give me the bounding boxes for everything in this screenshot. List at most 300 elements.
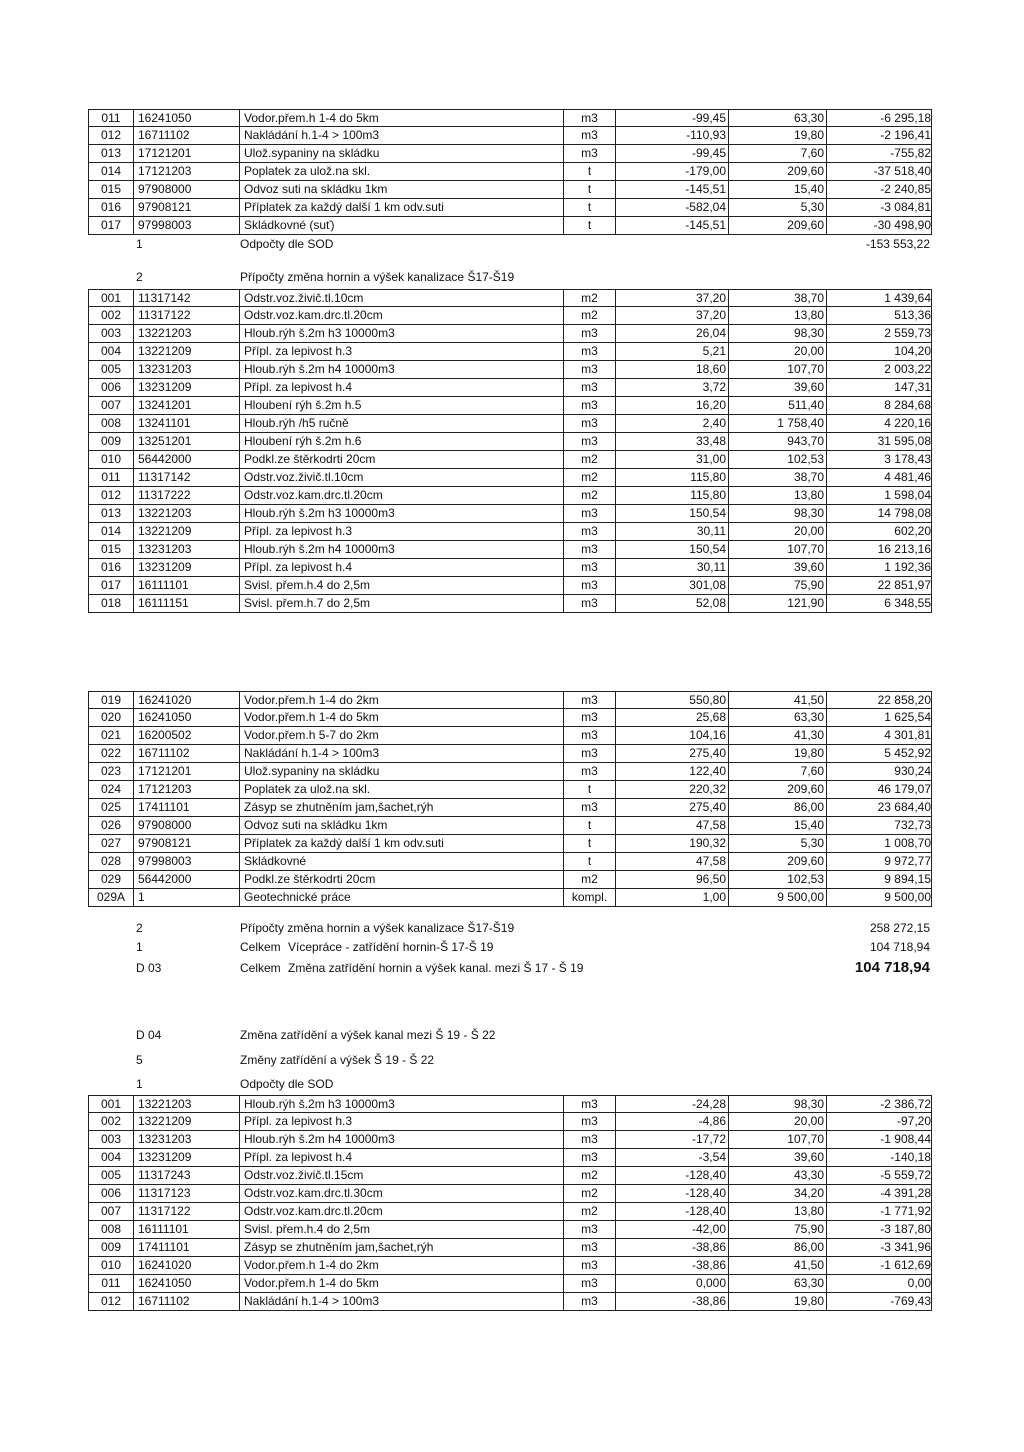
item-unit: m3 bbox=[564, 541, 616, 558]
table-row bbox=[88, 289, 932, 307]
item-unit-price: 1 758,40 bbox=[729, 415, 827, 432]
item-unit-price: 943,70 bbox=[729, 433, 827, 450]
item-number: 004 bbox=[89, 1149, 134, 1166]
item-number: 011 bbox=[89, 110, 134, 127]
item-unit-price: 13,80 bbox=[729, 307, 827, 324]
item-total: -4 391,28 bbox=[880, 1186, 931, 1200]
item-total: -2 240,85 bbox=[880, 182, 931, 196]
item-quantity: -128,40 bbox=[616, 1167, 729, 1184]
item-description: Odstr.voz.kam.drc.tl.30cm bbox=[240, 1185, 564, 1202]
item-unit: m3 bbox=[564, 343, 616, 360]
item-quantity: 550,80 bbox=[616, 692, 729, 709]
table-row bbox=[88, 397, 932, 415]
item-quantity: -179,00 bbox=[616, 163, 729, 180]
item-description: Vodor.přem.h 1-4 do 5km bbox=[240, 709, 564, 726]
item-quantity: -99,45 bbox=[616, 110, 729, 127]
total-num: D 03 bbox=[136, 961, 162, 975]
item-unit-price: 86,00 bbox=[729, 1239, 827, 1256]
item-quantity: 37,20 bbox=[616, 290, 729, 307]
section-label: Přípočty změna hornin a výšek kanalizace Š17-Š19 bbox=[240, 270, 515, 284]
item-description: Skládkovné (suť) bbox=[240, 217, 564, 234]
item-total: -37 518,40 bbox=[873, 164, 931, 178]
item-quantity: 47,58 bbox=[616, 817, 729, 834]
item-number: 010 bbox=[89, 451, 134, 468]
item-code: 97908000 bbox=[134, 817, 240, 834]
item-quantity: 2,40 bbox=[616, 415, 729, 432]
total-word: Celkem bbox=[240, 961, 281, 975]
item-total: 4 220,16 bbox=[884, 416, 931, 430]
total-row-d03 bbox=[88, 959, 932, 977]
item-code: 11317122 bbox=[134, 307, 240, 324]
item-quantity: 301,08 bbox=[616, 577, 729, 594]
item-description: Odstr.voz.kam.drc.tl.20cm bbox=[240, 487, 564, 504]
item-quantity: -128,40 bbox=[616, 1185, 729, 1202]
item-description: Poplatek za ulož.na skl. bbox=[240, 163, 564, 180]
item-quantity: 33,48 bbox=[616, 433, 729, 450]
item-description: Vodor.přem.h 1-4 do 2km bbox=[240, 1257, 564, 1274]
item-quantity: 115,80 bbox=[616, 469, 729, 486]
item-unit-price: 107,70 bbox=[729, 541, 827, 558]
item-unit: m3 bbox=[564, 727, 616, 744]
item-total: -769,43 bbox=[890, 1294, 931, 1308]
item-quantity: -4,86 bbox=[616, 1113, 729, 1130]
item-number: 012 bbox=[89, 487, 134, 504]
table-row bbox=[88, 199, 932, 217]
table-row bbox=[88, 1185, 932, 1203]
item-unit-price: 13,80 bbox=[729, 1203, 827, 1220]
item-description: Odvoz suti na skládku 1km bbox=[240, 181, 564, 198]
item-description: Odstr.voz.živič.tl.10cm bbox=[240, 290, 564, 307]
item-unit-price: 38,70 bbox=[729, 469, 827, 486]
item-number: 025 bbox=[89, 799, 134, 816]
item-description: Zásyp se zhutněním jam,šachet,rýh bbox=[240, 1239, 564, 1256]
item-unit: t bbox=[564, 817, 616, 834]
item-unit-price: 63,30 bbox=[729, 709, 827, 726]
item-number: 007 bbox=[89, 397, 134, 414]
item-unit: m3 bbox=[564, 595, 616, 612]
item-unit-price: 75,90 bbox=[729, 577, 827, 594]
item-number: 005 bbox=[89, 1167, 134, 1184]
table-row bbox=[88, 1203, 932, 1221]
item-unit: m3 bbox=[564, 763, 616, 780]
item-number: 003 bbox=[89, 1131, 134, 1148]
item-number: 018 bbox=[89, 595, 134, 612]
item-code: 13221209 bbox=[134, 343, 240, 360]
item-total: 147,31 bbox=[894, 380, 931, 394]
item-description: Přípl. za lepivost h.3 bbox=[240, 1113, 564, 1130]
item-unit-price: 98,30 bbox=[729, 505, 827, 522]
item-unit: m3 bbox=[564, 1221, 616, 1238]
item-description: Poplatek za ulož.na skl. bbox=[240, 781, 564, 798]
item-unit: m3 bbox=[564, 1096, 616, 1113]
item-number: 012 bbox=[89, 127, 134, 144]
item-number: 020 bbox=[89, 709, 134, 726]
item-code: 13231203 bbox=[134, 361, 240, 378]
item-code: 16711102 bbox=[134, 127, 240, 144]
item-unit-price: 121,90 bbox=[729, 595, 827, 612]
table-row bbox=[88, 505, 932, 523]
item-code: 97908000 bbox=[134, 181, 240, 198]
item-total: -97,20 bbox=[896, 1114, 931, 1128]
item-description: Přípl. za lepivost h.3 bbox=[240, 343, 564, 360]
item-description: Přípl. za lepivost h.4 bbox=[240, 379, 564, 396]
item-code: 97998003 bbox=[134, 217, 240, 234]
item-quantity: 30,11 bbox=[616, 523, 729, 540]
item-number: 029A bbox=[89, 889, 134, 906]
item-code: 16711102 bbox=[134, 1293, 240, 1310]
item-quantity: -145,51 bbox=[616, 217, 729, 234]
item-unit-price: 98,30 bbox=[729, 325, 827, 342]
item-number: 006 bbox=[89, 379, 134, 396]
item-total: 1 008,70 bbox=[884, 836, 931, 850]
item-number: 013 bbox=[89, 505, 134, 522]
item-unit: m2 bbox=[564, 290, 616, 307]
item-total: 31 595,08 bbox=[877, 434, 931, 448]
table-row bbox=[88, 163, 932, 181]
item-code: 13231203 bbox=[134, 541, 240, 558]
item-description: Vodor.přem.h 1-4 do 2km bbox=[240, 692, 564, 709]
item-code: 13231209 bbox=[134, 559, 240, 576]
item-description: Hloub.rýh š.2m h4 10000m3 bbox=[240, 541, 564, 558]
sum-word: Celkem bbox=[240, 940, 281, 954]
item-unit-price: 102,53 bbox=[729, 871, 827, 888]
item-total: 22 858,20 bbox=[877, 693, 931, 707]
table-row bbox=[88, 577, 932, 595]
item-number: 027 bbox=[89, 835, 134, 852]
grand-total-value: 104 718,94 bbox=[854, 959, 930, 976]
item-total: 9 894,15 bbox=[884, 872, 931, 886]
item-total: 2 003,22 bbox=[884, 362, 931, 376]
item-description: Odstr.voz.živič.tl.10cm bbox=[240, 469, 564, 486]
item-number: 029 bbox=[89, 871, 134, 888]
item-total: -3 187,80 bbox=[880, 1222, 931, 1236]
table-row bbox=[88, 1293, 932, 1311]
item-code: 97998003 bbox=[134, 853, 240, 870]
table-row bbox=[88, 799, 932, 817]
item-unit: t bbox=[564, 163, 616, 180]
item-quantity: -128,40 bbox=[616, 1203, 729, 1220]
item-code: 16200502 bbox=[134, 727, 240, 744]
item-description: Podkl.ze štěrkodrti 20cm bbox=[240, 451, 564, 468]
item-quantity: 150,54 bbox=[616, 541, 729, 558]
item-quantity: -110,93 bbox=[616, 127, 729, 144]
table-additions-a bbox=[88, 289, 932, 613]
item-description: Hloub.rýh š.2m h4 10000m3 bbox=[240, 361, 564, 378]
item-quantity: -3,54 bbox=[616, 1149, 729, 1166]
table-row bbox=[88, 691, 932, 709]
item-unit: m2 bbox=[564, 1167, 616, 1184]
section-header-pripocty bbox=[88, 268, 932, 286]
item-code: 13221203 bbox=[134, 325, 240, 342]
item-number: 017 bbox=[89, 217, 134, 234]
item-total: 1 192,36 bbox=[884, 560, 931, 574]
table-row bbox=[88, 145, 932, 163]
item-code: 16111101 bbox=[134, 1221, 240, 1238]
item-quantity: 18,60 bbox=[616, 361, 729, 378]
item-quantity: -38,86 bbox=[616, 1257, 729, 1274]
item-unit-price: 34,20 bbox=[729, 1185, 827, 1202]
item-code: 11317222 bbox=[134, 487, 240, 504]
item-unit: m3 bbox=[564, 1131, 616, 1148]
item-code: 11317243 bbox=[134, 1167, 240, 1184]
item-total: 5 452,92 bbox=[884, 746, 931, 760]
item-unit-price: 19,80 bbox=[729, 1293, 827, 1310]
item-code: 16241050 bbox=[134, 1275, 240, 1292]
item-code: 13241101 bbox=[134, 415, 240, 432]
item-total: -1 908,44 bbox=[880, 1132, 931, 1146]
table-row bbox=[88, 781, 932, 799]
item-quantity: 275,40 bbox=[616, 745, 729, 762]
table-row bbox=[88, 1239, 932, 1257]
section-label: Změny zatřídění a výšek Š 19 - Š 22 bbox=[240, 1053, 435, 1067]
table-row bbox=[88, 1221, 932, 1239]
item-total: -5 559,72 bbox=[880, 1168, 931, 1182]
item-number: 019 bbox=[89, 692, 134, 709]
table-row bbox=[88, 871, 932, 889]
item-quantity: -42,00 bbox=[616, 1221, 729, 1238]
table-row bbox=[88, 853, 932, 871]
section-header-d04 bbox=[88, 1026, 932, 1044]
item-description: Hloubení rýh š.2m h.6 bbox=[240, 433, 564, 450]
item-total: -1 612,69 bbox=[880, 1258, 931, 1272]
item-total: -1 771,92 bbox=[880, 1204, 931, 1218]
item-code: 17121203 bbox=[134, 163, 240, 180]
item-total: 513,36 bbox=[894, 308, 931, 322]
item-unit-price: 13,80 bbox=[729, 487, 827, 504]
table-row bbox=[88, 763, 932, 781]
item-number: 008 bbox=[89, 1221, 134, 1238]
item-unit-price: 39,60 bbox=[729, 559, 827, 576]
item-code: 97908121 bbox=[134, 199, 240, 216]
sum-num: 2 bbox=[136, 921, 143, 935]
item-total: 602,20 bbox=[894, 524, 931, 538]
item-number: 006 bbox=[89, 1185, 134, 1202]
item-unit-price: 20,00 bbox=[729, 343, 827, 360]
item-unit-price: 41,50 bbox=[729, 692, 827, 709]
table-row bbox=[88, 487, 932, 505]
item-quantity: 47,58 bbox=[616, 853, 729, 870]
item-number: 013 bbox=[89, 145, 134, 162]
item-number: 002 bbox=[89, 307, 134, 324]
item-number: 003 bbox=[89, 325, 134, 342]
item-unit: m3 bbox=[564, 361, 616, 378]
item-quantity: -24,28 bbox=[616, 1096, 729, 1113]
total-label: Změna zatřídění hornin a výšek kanal. mezi Š 17 - Š 19 bbox=[288, 961, 584, 975]
item-total: 732,73 bbox=[894, 818, 931, 832]
item-number: 014 bbox=[89, 523, 134, 540]
item-quantity: 31,00 bbox=[616, 451, 729, 468]
item-total: 9 972,77 bbox=[884, 854, 931, 868]
table-row bbox=[88, 817, 932, 835]
item-unit: m2 bbox=[564, 307, 616, 324]
item-description: Vodor.přem.h 1-4 do 5km bbox=[240, 110, 564, 127]
item-code: 16241020 bbox=[134, 692, 240, 709]
item-description: Skládkovné bbox=[240, 853, 564, 870]
item-unit-price: 5,30 bbox=[729, 835, 827, 852]
item-description: Hloub.rýh š.2m h4 10000m3 bbox=[240, 1131, 564, 1148]
item-total: 16 213,16 bbox=[877, 542, 931, 556]
table-row bbox=[88, 1095, 932, 1113]
item-description: Hloubení rýh š.2m h.5 bbox=[240, 397, 564, 414]
item-unit-price: 5,30 bbox=[729, 199, 827, 216]
item-quantity: 104,16 bbox=[616, 727, 729, 744]
item-total: -2 196,41 bbox=[880, 128, 931, 142]
item-unit-price: 9 500,00 bbox=[729, 889, 827, 906]
item-number: 016 bbox=[89, 559, 134, 576]
item-quantity: 30,11 bbox=[616, 559, 729, 576]
item-quantity: 220,32 bbox=[616, 781, 729, 798]
item-total: 4 481,46 bbox=[884, 470, 931, 484]
item-unit: m3 bbox=[564, 110, 616, 127]
item-quantity: -582,04 bbox=[616, 199, 729, 216]
item-unit-price: 15,40 bbox=[729, 181, 827, 198]
item-total: -3 084,81 bbox=[880, 200, 931, 214]
item-number: 004 bbox=[89, 343, 134, 360]
item-number: 014 bbox=[89, 163, 134, 180]
item-number: 016 bbox=[89, 199, 134, 216]
item-unit: m3 bbox=[564, 379, 616, 396]
item-code: 11317142 bbox=[134, 290, 240, 307]
section-num: 5 bbox=[136, 1053, 143, 1067]
table-row bbox=[88, 415, 932, 433]
item-description: Příplatek za každý další 1 km odv.suti bbox=[240, 835, 564, 852]
sum-value: 258 272,15 bbox=[869, 921, 930, 935]
table-row bbox=[88, 307, 932, 325]
item-code: 16111101 bbox=[134, 577, 240, 594]
item-total: 4 301,81 bbox=[884, 728, 931, 742]
item-total: -3 341,96 bbox=[880, 1240, 931, 1254]
item-unit: m3 bbox=[564, 745, 616, 762]
item-unit: m3 bbox=[564, 523, 616, 540]
item-unit: t bbox=[564, 781, 616, 798]
item-unit-price: 209,60 bbox=[729, 163, 827, 180]
item-unit: m2 bbox=[564, 487, 616, 504]
item-unit-price: 15,40 bbox=[729, 817, 827, 834]
item-total: -6 295,18 bbox=[880, 111, 931, 125]
sum-label: Přípočty změna hornin a výšek kanalizace Š17-Š19 bbox=[240, 921, 515, 935]
item-description: Odstr.voz.živič.tl.15cm bbox=[240, 1167, 564, 1184]
table-row bbox=[88, 1275, 932, 1293]
item-unit: m3 bbox=[564, 1239, 616, 1256]
sum-row-pripocty bbox=[88, 919, 932, 937]
section-header-odpocty bbox=[88, 1075, 932, 1093]
item-code: 16111151 bbox=[134, 595, 240, 612]
table-row bbox=[88, 835, 932, 853]
item-unit: m3 bbox=[564, 127, 616, 144]
table-row bbox=[88, 1131, 932, 1149]
section-num: D 04 bbox=[136, 1028, 162, 1042]
item-unit: m2 bbox=[564, 1185, 616, 1202]
item-number: 015 bbox=[89, 181, 134, 198]
item-unit-price: 7,60 bbox=[729, 145, 827, 162]
item-unit-price: 39,60 bbox=[729, 379, 827, 396]
subtotal-value: -153 553,22 bbox=[865, 237, 930, 251]
table-row bbox=[88, 325, 932, 343]
table-additions-b bbox=[88, 691, 932, 907]
table-row bbox=[88, 343, 932, 361]
item-unit-price: 209,60 bbox=[729, 853, 827, 870]
table-row bbox=[88, 469, 932, 487]
item-total: 1 439,64 bbox=[884, 291, 931, 305]
table-row bbox=[88, 1149, 932, 1167]
item-quantity: 1,00 bbox=[616, 889, 729, 906]
item-code: 13231209 bbox=[134, 1149, 240, 1166]
table-row bbox=[88, 727, 932, 745]
table-row bbox=[88, 181, 932, 199]
item-unit: kompl. bbox=[564, 889, 616, 906]
sum-row-viceprace bbox=[88, 938, 932, 956]
item-quantity: -38,86 bbox=[616, 1293, 729, 1310]
item-description: Nakládání h.1-4 > 100m3 bbox=[240, 127, 564, 144]
item-unit: m3 bbox=[564, 505, 616, 522]
item-description: Geotechnické práce bbox=[240, 889, 564, 906]
item-code: 13251201 bbox=[134, 433, 240, 450]
item-number: 015 bbox=[89, 541, 134, 558]
item-unit: m3 bbox=[564, 799, 616, 816]
item-unit: m3 bbox=[564, 325, 616, 342]
item-description: Přípl. za lepivost h.3 bbox=[240, 523, 564, 540]
item-unit: m3 bbox=[564, 1293, 616, 1310]
sum-num: 1 bbox=[136, 940, 143, 954]
item-number: 007 bbox=[89, 1203, 134, 1220]
item-code: 13221209 bbox=[134, 1113, 240, 1130]
item-unit-price: 38,70 bbox=[729, 290, 827, 307]
item-code: 16241050 bbox=[134, 709, 240, 726]
item-total: 23 684,40 bbox=[877, 800, 931, 814]
item-code: 11317122 bbox=[134, 1203, 240, 1220]
item-description: Příplatek za každý další 1 km odv.suti bbox=[240, 199, 564, 216]
item-quantity: 190,32 bbox=[616, 835, 729, 852]
table-row bbox=[88, 889, 932, 907]
item-description: Odstr.voz.kam.drc.tl.20cm bbox=[240, 1203, 564, 1220]
item-code: 11317123 bbox=[134, 1185, 240, 1202]
item-unit: m3 bbox=[564, 415, 616, 432]
item-code: 17121203 bbox=[134, 781, 240, 798]
item-total: 2 559,73 bbox=[884, 326, 931, 340]
item-description: Odvoz suti na skládku 1km bbox=[240, 817, 564, 834]
item-unit-price: 19,80 bbox=[729, 745, 827, 762]
item-number: 001 bbox=[89, 290, 134, 307]
item-quantity: 122,40 bbox=[616, 763, 729, 780]
table-row bbox=[88, 709, 932, 727]
item-description: Přípl. za lepivost h.4 bbox=[240, 1149, 564, 1166]
item-unit: t bbox=[564, 217, 616, 234]
item-total: 22 851,97 bbox=[877, 578, 931, 592]
item-number: 011 bbox=[89, 1275, 134, 1292]
subtotal-num: 1 bbox=[136, 237, 143, 251]
item-unit-price: 20,00 bbox=[729, 1113, 827, 1130]
item-code: 16241020 bbox=[134, 1257, 240, 1274]
item-number: 011 bbox=[89, 469, 134, 486]
item-unit: m3 bbox=[564, 145, 616, 162]
item-unit-price: 209,60 bbox=[729, 217, 827, 234]
item-unit-price: 20,00 bbox=[729, 523, 827, 540]
item-quantity: 115,80 bbox=[616, 487, 729, 504]
item-number: 024 bbox=[89, 781, 134, 798]
item-description: Nakládání h.1-4 > 100m3 bbox=[240, 1293, 564, 1310]
item-number: 009 bbox=[89, 433, 134, 450]
item-code: 13231203 bbox=[134, 1131, 240, 1148]
item-number: 017 bbox=[89, 577, 134, 594]
item-quantity: 150,54 bbox=[616, 505, 729, 522]
item-unit-price: 98,30 bbox=[729, 1096, 827, 1113]
item-unit: m3 bbox=[564, 1275, 616, 1292]
item-quantity: 275,40 bbox=[616, 799, 729, 816]
item-unit-price: 41,30 bbox=[729, 727, 827, 744]
item-code: 13221209 bbox=[134, 523, 240, 540]
item-number: 028 bbox=[89, 853, 134, 870]
item-total: 0,00 bbox=[907, 1276, 931, 1290]
